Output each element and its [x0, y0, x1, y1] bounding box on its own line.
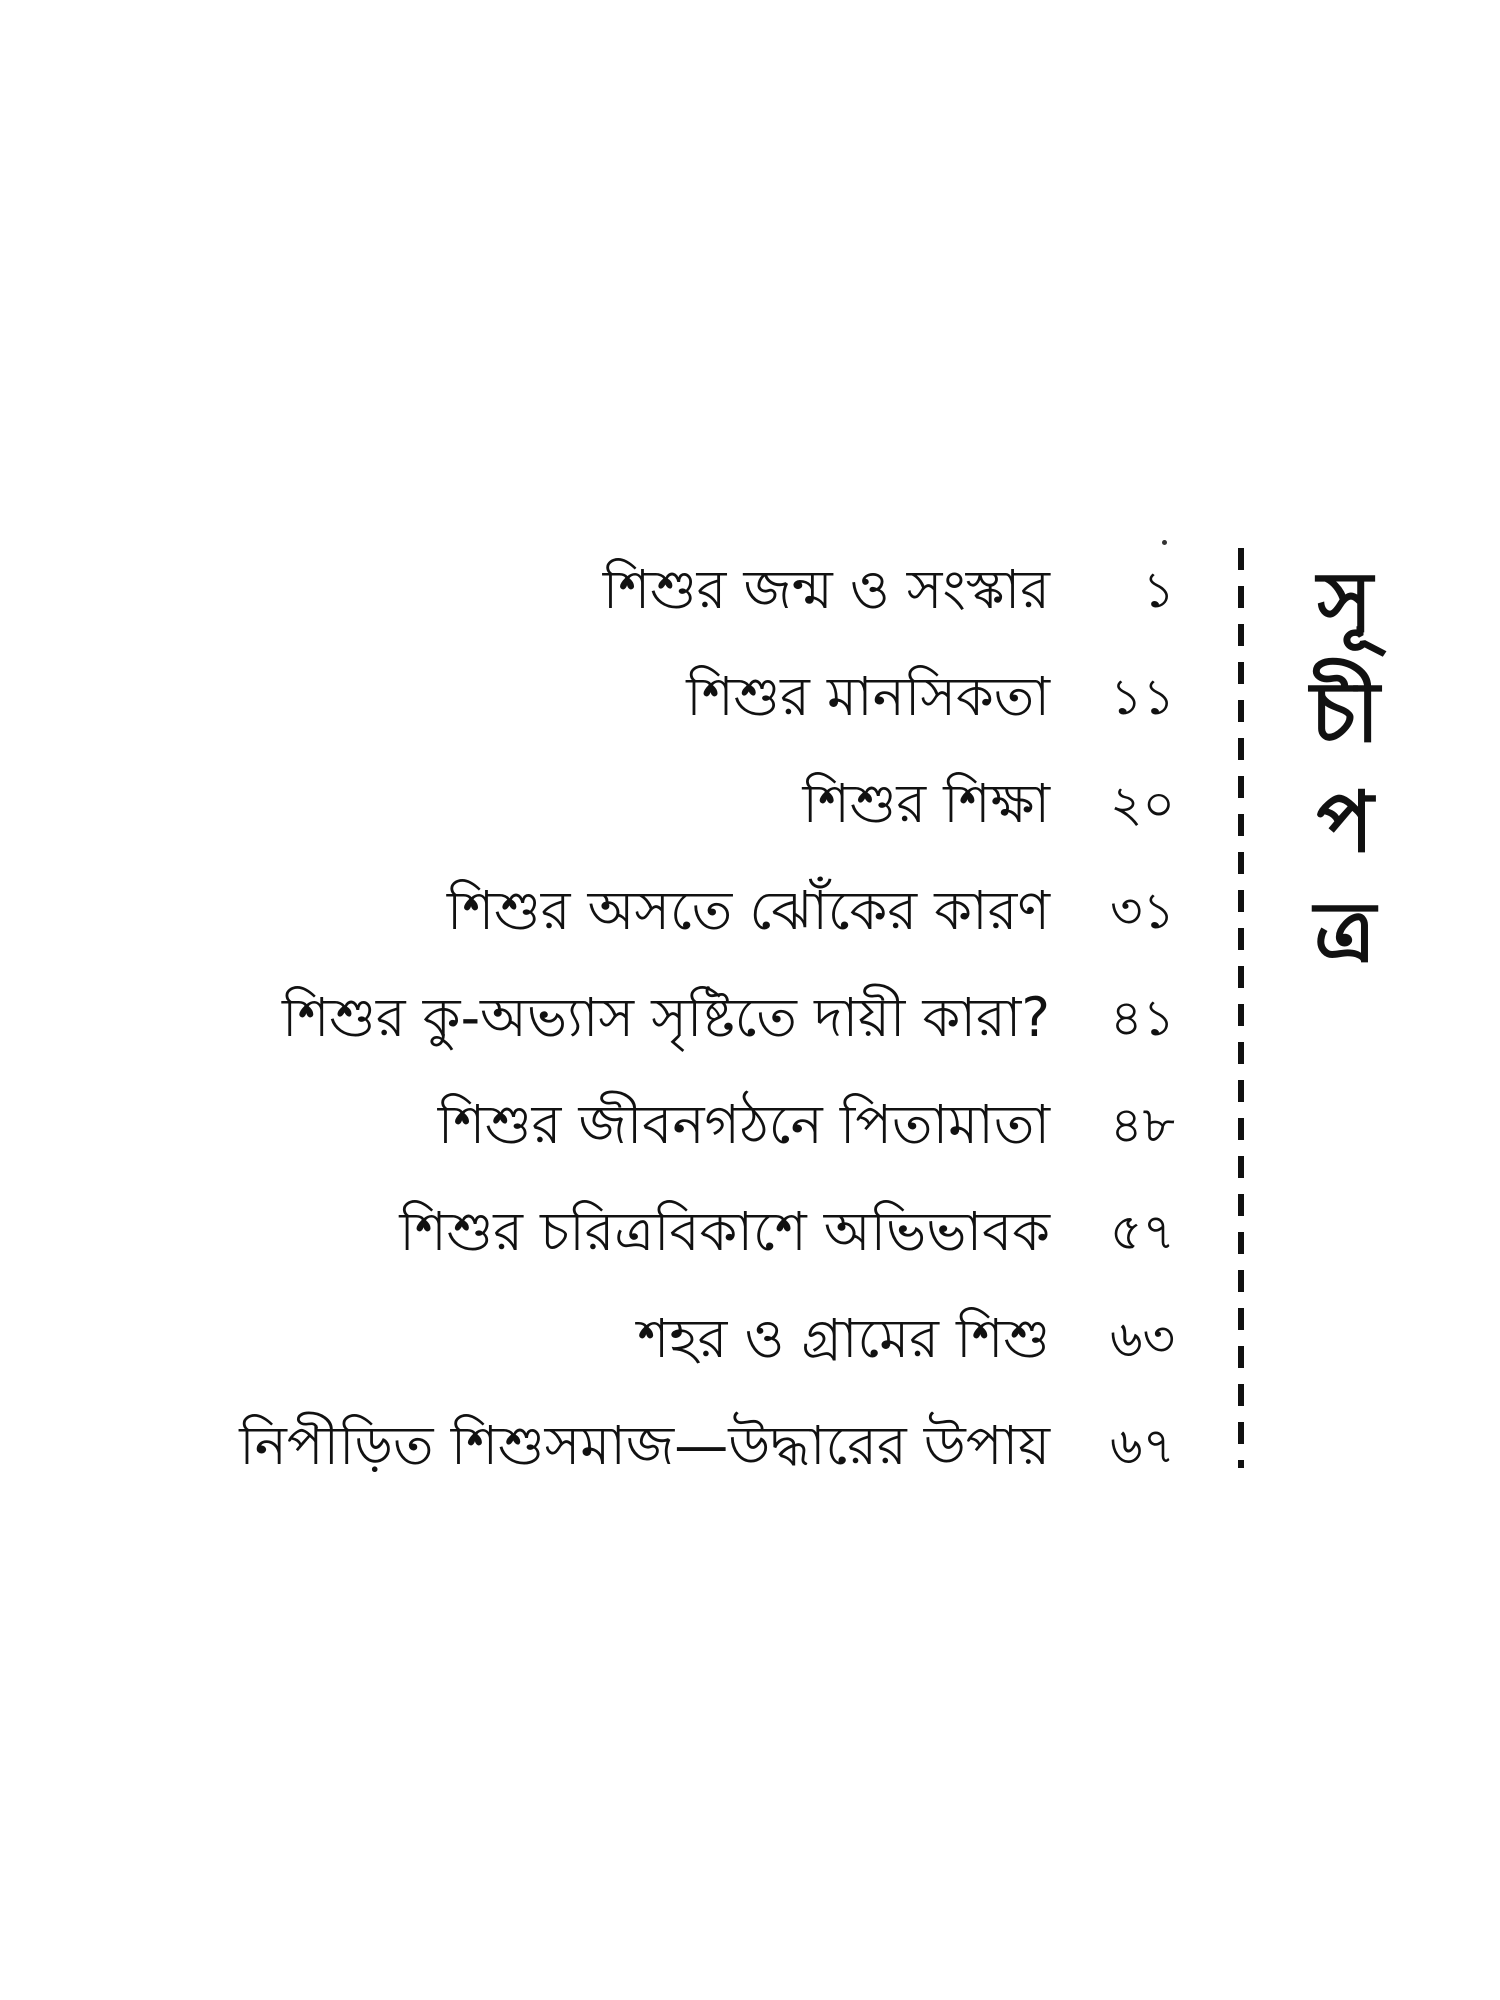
- toc-entry-title: শিশুর অসতে ঝোঁকের কারণ: [446, 879, 1050, 942]
- toc-entry: [150, 1396, 1190, 1496]
- toc-entry-page: ৪১: [1110, 989, 1175, 1047]
- toc-entry: [150, 754, 1190, 854]
- toc-entry-title: শিশুর জীবনগঠনে পিতামাতা: [437, 1093, 1050, 1156]
- stray-dot: [1162, 540, 1167, 545]
- toc-entry-page: ৬৩: [1109, 1310, 1175, 1368]
- toc-entry: [150, 540, 1190, 640]
- toc-heading: [1290, 553, 1400, 1000]
- toc-entry: [150, 1182, 1190, 1282]
- toc-entry-page: ১: [1142, 561, 1175, 619]
- toc-heading-letter: সূ: [1317, 553, 1373, 651]
- toc-entry-page: ৩১: [1110, 882, 1175, 940]
- toc-heading-letter: ত্র: [1314, 883, 1376, 981]
- toc-entry: [150, 1075, 1190, 1175]
- toc-entry-page: ১১: [1110, 668, 1175, 726]
- toc-entry-page: ২০: [1109, 775, 1175, 833]
- toc-entry: [150, 861, 1190, 961]
- toc-entry: [150, 968, 1190, 1068]
- toc-entry-title: শিশুর শিক্ষা: [802, 772, 1050, 835]
- toc-entry-page: ৬৭: [1109, 1417, 1175, 1475]
- toc-entry-title: শিশুর কু-অভ্যাস সৃষ্টিতে দায়ী কারা?: [282, 986, 1050, 1049]
- toc-entry-page: ৪৮: [1110, 1096, 1175, 1154]
- toc-entry: [150, 1289, 1190, 1389]
- toc-heading-letter: প: [1316, 773, 1374, 871]
- toc-entry-title: শিশুর চরিত্রবিকাশে অভিভাবক: [399, 1200, 1050, 1263]
- toc-entry-title: শিশুর জন্ম ও সংস্কার: [602, 558, 1050, 621]
- toc-entry-page: ৫৭: [1110, 1203, 1175, 1261]
- dashed-divider: [1238, 548, 1244, 1468]
- toc-entry-title: শহর ও গ্রামের শিশু: [637, 1307, 1050, 1370]
- toc-entry: [150, 647, 1190, 747]
- toc-entry-title: শিশুর মানসিকতা: [686, 665, 1050, 728]
- toc-entry-title: নিপীড়িত শিশুসমাজ—উদ্ধারের উপায়: [239, 1414, 1050, 1477]
- toc-heading-letter: চী: [1310, 663, 1380, 761]
